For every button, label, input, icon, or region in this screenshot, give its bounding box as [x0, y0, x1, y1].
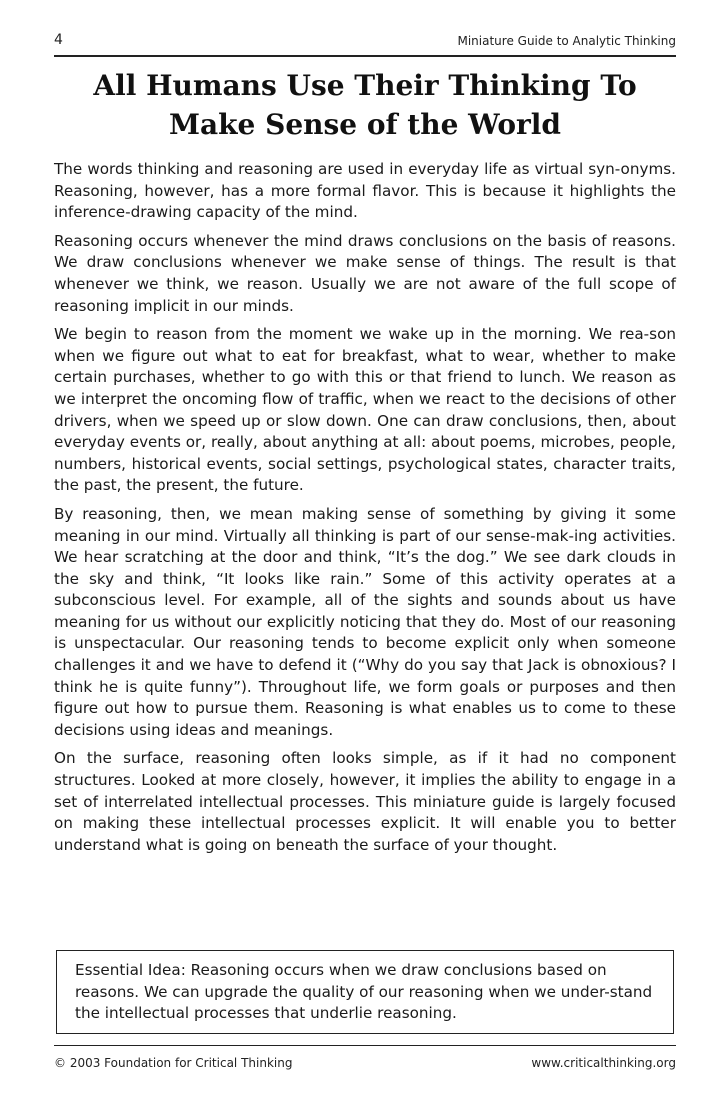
footer-divider: [54, 1045, 676, 1046]
page-header: [54, 30, 676, 52]
body-text: [54, 159, 676, 863]
essential-idea-text: Essential Idea: Reasoning occurs when we draw conclusions based on reasons. We can upgrade the quality of our reasoning when we under-stand the intellectual processes that underlie reasoning.: [75, 961, 653, 1023]
title-line-2: Make Sense of the World: [169, 108, 561, 141]
paragraph-2: Reasoning occurs whenever the mind draws conclusions on the basis of reasons. We draw conclusions whenever we make sense of things. The result is that whenever we think, we reason. Usually we are not aware of the full scope of reasoning implicit in our minds.: [54, 231, 676, 315]
running-head: Miniature Guide to Analytic Thinking: [457, 34, 676, 48]
paragraph-4: By reasoning, then, we mean making sense of something by giving it some meaning in our mind. Virtually all thinking is part of our sense-mak-ing activities. We hear scratching at the door and think, “It’s the dog.” We see dark clouds in the sky and think, “It looks like rain.” Some of this activity operates at a subconscious level. For example, all of the sights and sounds about us have meaning for us without our explicitly noticing that they do. Most of our reasoning is unspectacular. Our reasoning tends to become explicit only when someone challenges it and we have to defend it (“Why do you say that Jack is obnoxious? I think he is quite funny”). Throughout life, we form goals or purposes and then figure out how to pursue them. Reasoning is what enables us to come to these decisions using ideas and meanings.: [54, 504, 676, 739]
paragraph-3: We begin to reason from the moment we wake up in the morning. We rea-son when we figure out what to eat for breakfast, what to wear, whether to make certain purchases, whether to go with this or that friend to lunch. We reason as we interpret the oncoming flow of traffic, when we react to the decisions of other drivers, when we speed up or slow down. One can draw conclusions, then, about everyday events or, really, about anything at all: about poems, microbes, people, numbers, historical events, social settings, psychological states, character traits, the past, the present, the future.: [54, 325, 676, 495]
title-line-1: All Humans Use Their Thinking To: [93, 69, 637, 102]
copyright-notice: © 2003 Foundation for Critical Thinking: [54, 1056, 293, 1070]
website-url: www.criticalthinking.org: [531, 1056, 676, 1070]
page-number: 4: [54, 32, 63, 48]
page-footer: [54, 1056, 676, 1076]
page-title: [54, 66, 676, 144]
paragraph-5: On the surface, reasoning often looks simple, as if it had no component structures. Looked at more closely, however, it implies the ability to engage in a set of interrelated intellectual processes. This miniature guide is largely focused on making these intellectual processes explicit. It will enable you to better understand what is going on beneath the surface of your thought.: [54, 749, 676, 854]
paragraph-1: The words thinking and reasoning are used in everyday life as virtual syn-onyms. Reasoning, however, has a more formal flavor. This is because it highlights the inference-drawing capacity of the mind.: [54, 160, 676, 222]
essential-idea-box: [56, 950, 674, 1034]
header-divider: [54, 55, 676, 57]
